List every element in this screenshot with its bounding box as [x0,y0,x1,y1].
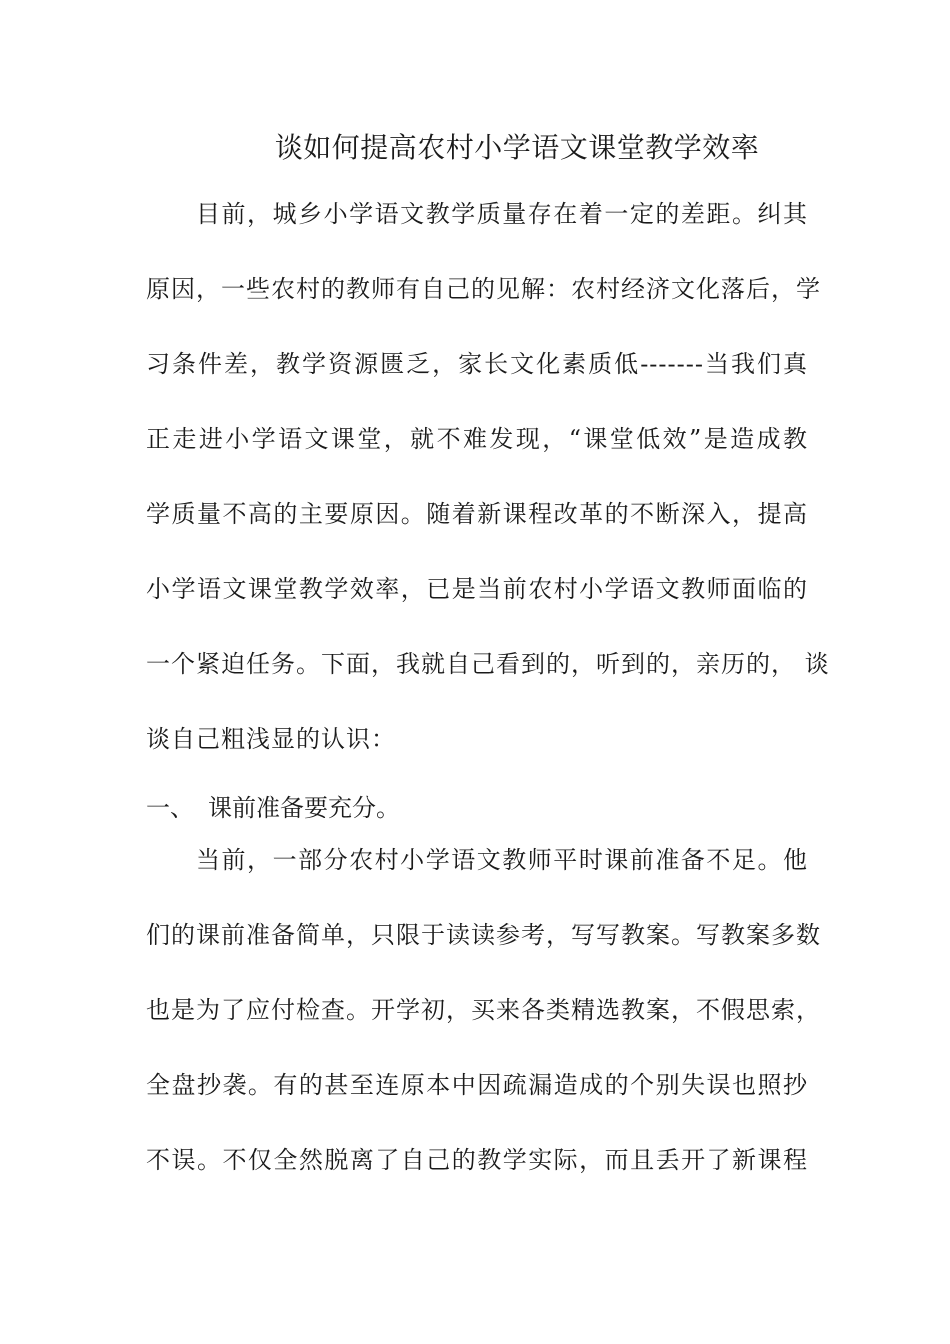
text-line: 原因，一些农村的教师有自己的见解：农村经济文化落后，学 [146,275,821,303]
document-title: 谈如何提高农村小学语文课堂教学效率 [274,131,760,164]
text-line: 一个紧迫任务。下面，我就自己看到的，听到的，亲历的， 谈 [146,650,830,678]
section-number: 一、 [146,794,194,822]
text-line: 也是为了应付检查。开学初，买来各类精选教案，不假思索， [146,996,821,1024]
text-line: 正走进小学语文课堂，就不难发现，“课堂低效”是造成教 [146,425,808,453]
text-line: 谈自己粗浅显的认识： [146,725,396,753]
text-line: 习条件差，教学资源匮乏，家长文化素质低-------当我们真 [146,350,808,378]
text-line: 不误。不仅全然脱离了自己的教学实际，而且丢开了新课程 [146,1146,808,1174]
paragraph-intro [146,186,830,852]
paragraph-preparation [146,832,821,1207]
text-line: 学质量不高的主要原因。随着新课程改革的不断深入，提高 [146,500,808,528]
text-line: 全盘抄袭。有的甚至连原本中因疏漏造成的个别失误也照抄 [146,1071,808,1099]
text-line: 小学语文课堂教学效率，已是当前农村小学语文教师面临的 [146,575,808,603]
text-line: 目前，城乡小学语文教学质量存在着一定的差距。纠其 [196,200,808,228]
text-line: 当前，一部分农村小学语文教师平时课前准备不足。他 [196,846,808,874]
section-heading-text: 课前准备要充分。 [208,794,400,822]
text-line: 们的课前准备简单，只限于读读参考，写写教案。写教案多数 [146,921,821,949]
